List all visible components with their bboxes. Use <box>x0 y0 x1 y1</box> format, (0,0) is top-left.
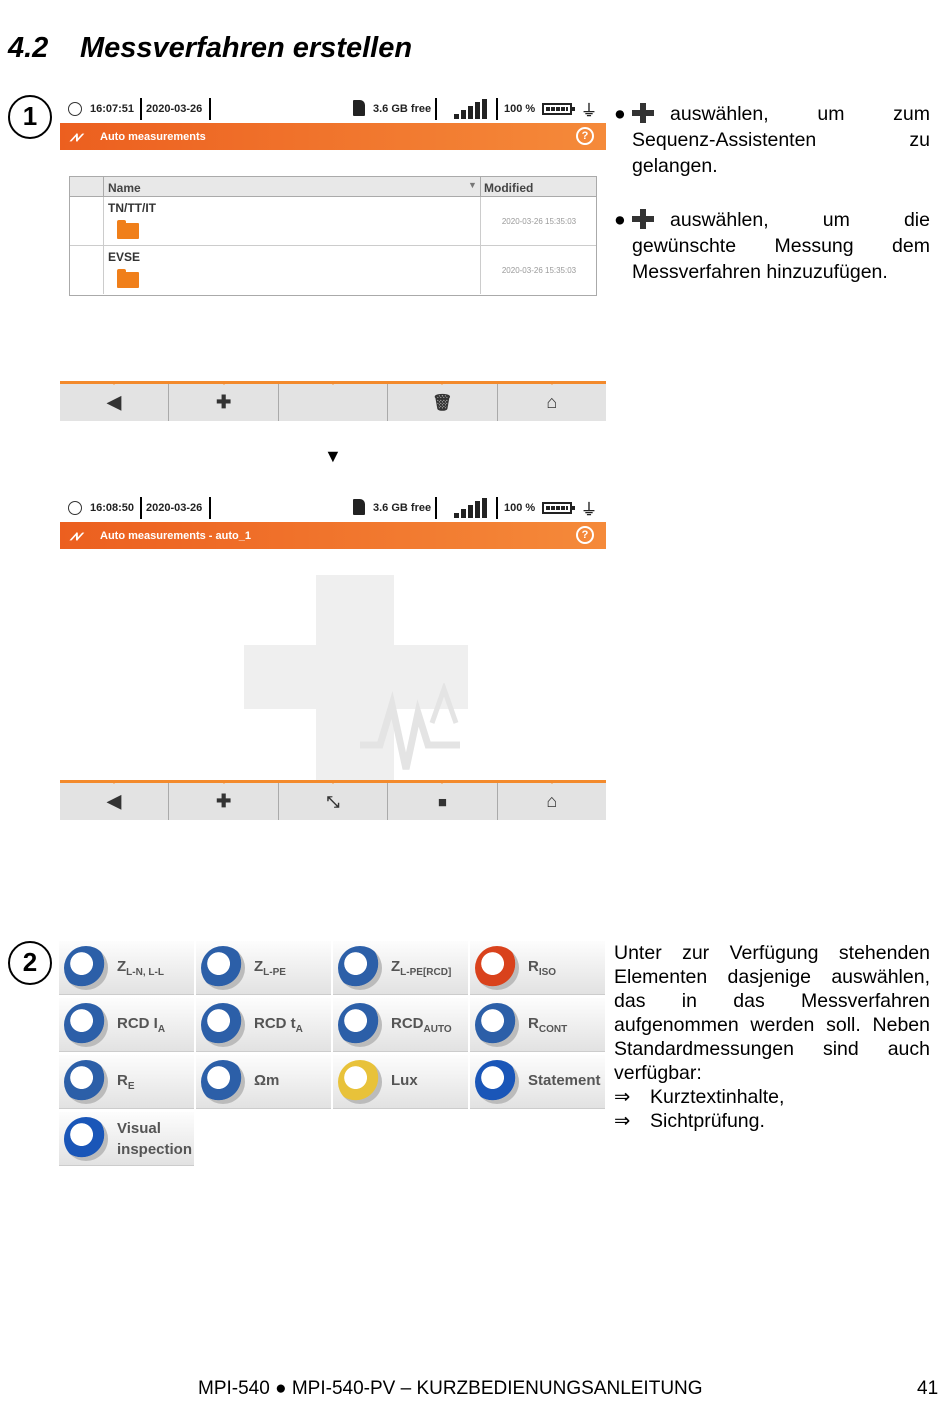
folder-name: TN/TT/IT <box>108 201 156 215</box>
status-date: 2020-03-26 <box>146 502 203 514</box>
page-number: 41 <box>917 1378 939 1399</box>
logo-icon: ⩘⩗ <box>70 128 82 144</box>
section-heading <box>8 32 412 65</box>
save-button[interactable] <box>388 783 497 820</box>
column-modified[interactable]: Modified <box>480 177 533 196</box>
tile-ohm-m[interactable] <box>196 1055 331 1109</box>
measurement-icon <box>201 1003 245 1047</box>
status-time: 16:08:50 <box>90 502 135 514</box>
instruction-list <box>614 101 930 313</box>
battery-icon <box>542 103 572 115</box>
status-divider <box>496 497 498 519</box>
measurement-label: Lux <box>391 1072 418 1089</box>
status-divider <box>435 98 437 120</box>
help-icon[interactable]: ? <box>576 127 594 145</box>
list-item: ⇒ Kurztextinhalte, <box>614 1085 930 1109</box>
status-divider <box>496 98 498 120</box>
status-divider <box>209 497 211 519</box>
description-text: Unter zur Verfügung stehenden Elementen dasjenige auswählen, das in das Messverfahren aufgenommen werden soll. Neben Standardmessungen sind auch verfügbar: <box>614 942 930 1084</box>
section-title: Messverfahren erstellen <box>80 32 413 64</box>
tile-statement[interactable] <box>470 1055 605 1109</box>
logo-watermark-icon <box>360 683 470 779</box>
status-date: 2020-03-26 <box>146 103 203 115</box>
folder-modified: 2020-03-26 15:35:03 <box>480 197 597 245</box>
home-icon: ⌂ <box>546 392 558 412</box>
status-bar <box>60 494 606 522</box>
table-row[interactable] <box>70 197 596 246</box>
instruction-item: ● auswählen, um zum Sequenz-Assistenten zu gelangen. <box>614 103 930 177</box>
empty-button[interactable] <box>279 384 388 421</box>
instruction-text: auswählen, um zum Sequenz-Assistenten zu gelangen. <box>632 103 930 177</box>
tile-rcd-ia[interactable] <box>59 998 194 1052</box>
collapse-button[interactable] <box>279 783 388 820</box>
clock-icon <box>68 501 82 515</box>
tile-riso[interactable] <box>470 941 605 995</box>
device-screen-2 <box>60 494 606 549</box>
tile-re[interactable] <box>59 1055 194 1109</box>
home-button[interactable] <box>498 783 606 820</box>
measurement-label: Ωm <box>254 1072 280 1089</box>
plug-icon: ⏚ <box>581 103 598 120</box>
measurement-label: $R_E$ <box>117 1072 135 1092</box>
measurement-label: RCD $t_A$ <box>254 1015 303 1035</box>
measurement-label: RCD $I_A$ <box>117 1015 166 1035</box>
back-icon: ◀ <box>107 791 122 811</box>
step-2-description <box>614 941 930 1133</box>
measurement-icon <box>64 1003 108 1047</box>
back-button[interactable] <box>60 384 169 421</box>
add-watermark-icon[interactable] <box>244 575 468 781</box>
tile-visual-inspection[interactable] <box>59 1112 194 1166</box>
screen-2-toolbar <box>60 780 606 820</box>
screen-titlebar <box>60 522 606 549</box>
measurement-label: Statement <box>528 1072 601 1089</box>
section-number: 4.2 <box>8 32 49 64</box>
measurement-icon <box>64 946 108 990</box>
back-icon: ◀ <box>107 392 122 412</box>
tile-z-lpe[interactable] <box>196 941 331 995</box>
measurement-icon <box>338 1060 382 1104</box>
sort-arrow-icon[interactable]: ▼ <box>468 180 477 190</box>
collapse-icon: ⤡ <box>326 794 340 811</box>
instruction-text: auswählen, um die gewünschte Messung dem Messverfahren hinzuzufügen. <box>632 209 930 283</box>
signal-icon <box>454 498 488 518</box>
home-button[interactable] <box>498 384 606 421</box>
status-divider <box>140 98 142 120</box>
tile-z-lpe-rcd[interactable] <box>333 941 468 995</box>
status-time: 16:07:51 <box>90 103 135 115</box>
screen-title: Auto measurements - auto_1 <box>100 530 251 542</box>
measurement-icon <box>64 1117 108 1161</box>
footer-text: MPI-540 ● MPI-540-PV – KURZBEDIENUNGSANLEITUNG <box>198 1378 703 1399</box>
sd-card-icon <box>353 499 365 515</box>
table-header <box>70 177 596 197</box>
measurement-icon <box>338 1003 382 1047</box>
measurement-label: $Z_{L-PE[RCD]}$ <box>391 958 452 978</box>
measurement-label: $R_{CONT}$ <box>528 1015 568 1035</box>
battery-percent: 100 % <box>504 103 536 115</box>
column-name[interactable]: Name <box>108 181 141 195</box>
device-screen-1 <box>60 95 606 275</box>
status-divider <box>140 497 142 519</box>
status-divider <box>209 98 211 120</box>
measurement-label: $Z_{L-N, L-L}$ <box>117 958 164 978</box>
measurement-icon <box>475 1003 519 1047</box>
status-bar <box>60 95 606 123</box>
folder-table <box>69 176 597 296</box>
battery-icon <box>542 502 572 514</box>
delete-button[interactable] <box>388 384 497 421</box>
table-row[interactable] <box>70 246 596 295</box>
battery-percent: 100 % <box>504 502 536 514</box>
plus-icon <box>632 103 654 123</box>
signal-icon <box>454 99 488 119</box>
plug-icon: ⏚ <box>581 502 598 519</box>
tile-z-ln-ll[interactable] <box>59 941 194 995</box>
clock-icon <box>68 102 82 116</box>
measurement-label: $R_{ISO}$ <box>528 958 557 978</box>
down-arrow-icon: ▼ <box>324 446 342 466</box>
folder-icon <box>117 272 139 288</box>
screen-titlebar <box>60 123 606 150</box>
plus-icon: ✚ <box>216 392 232 412</box>
status-free-space: 3.6 GB free <box>373 103 432 115</box>
tile-rcd-ta[interactable] <box>196 998 331 1052</box>
back-button[interactable] <box>60 783 169 820</box>
tile-rcont[interactable] <box>470 998 605 1052</box>
add-button[interactable] <box>169 783 278 820</box>
help-icon[interactable]: ? <box>576 526 594 544</box>
measurement-icon <box>201 946 245 990</box>
measurement-label: $Z_{L-PE}$ <box>254 958 286 978</box>
list-item: ⇒ Sichtprüfung. <box>614 1109 930 1133</box>
tile-lux[interactable] <box>333 1055 468 1109</box>
measurement-icon <box>475 946 519 990</box>
folder-icon <box>117 223 139 239</box>
instruction-item: ● auswählen, um die gewünschte Messung dem Messverfahren hinzuzufügen. <box>614 209 930 283</box>
step-1-marker: 1 <box>8 95 52 139</box>
measurement-icon <box>201 1060 245 1104</box>
home-icon: ⌂ <box>546 791 558 811</box>
sd-card-icon <box>353 100 365 116</box>
measurement-label: Visual inspection <box>117 1120 193 1158</box>
folder-modified: 2020-03-26 15:35:03 <box>480 246 597 294</box>
measurement-icon <box>338 946 382 990</box>
status-free-space: 3.6 GB free <box>373 502 432 514</box>
screen-1-toolbar <box>60 381 606 421</box>
measurement-label: $RCD_{AUTO}$ <box>391 1015 452 1035</box>
logo-icon: ⩘⩗ <box>70 527 82 543</box>
add-button[interactable] <box>169 384 278 421</box>
plus-icon: ✚ <box>216 791 232 811</box>
measurement-icon <box>475 1060 519 1104</box>
step-2-marker: 2 <box>8 941 52 985</box>
tile-rcd-auto[interactable] <box>333 998 468 1052</box>
measurement-icon <box>64 1060 108 1104</box>
trash-icon: 🗑 <box>432 395 453 412</box>
save-icon: ■ <box>437 794 447 811</box>
screen-title: Auto measurements <box>100 131 206 143</box>
status-divider <box>435 497 437 519</box>
plus-icon <box>632 209 654 229</box>
folder-name: EVSE <box>108 250 141 264</box>
